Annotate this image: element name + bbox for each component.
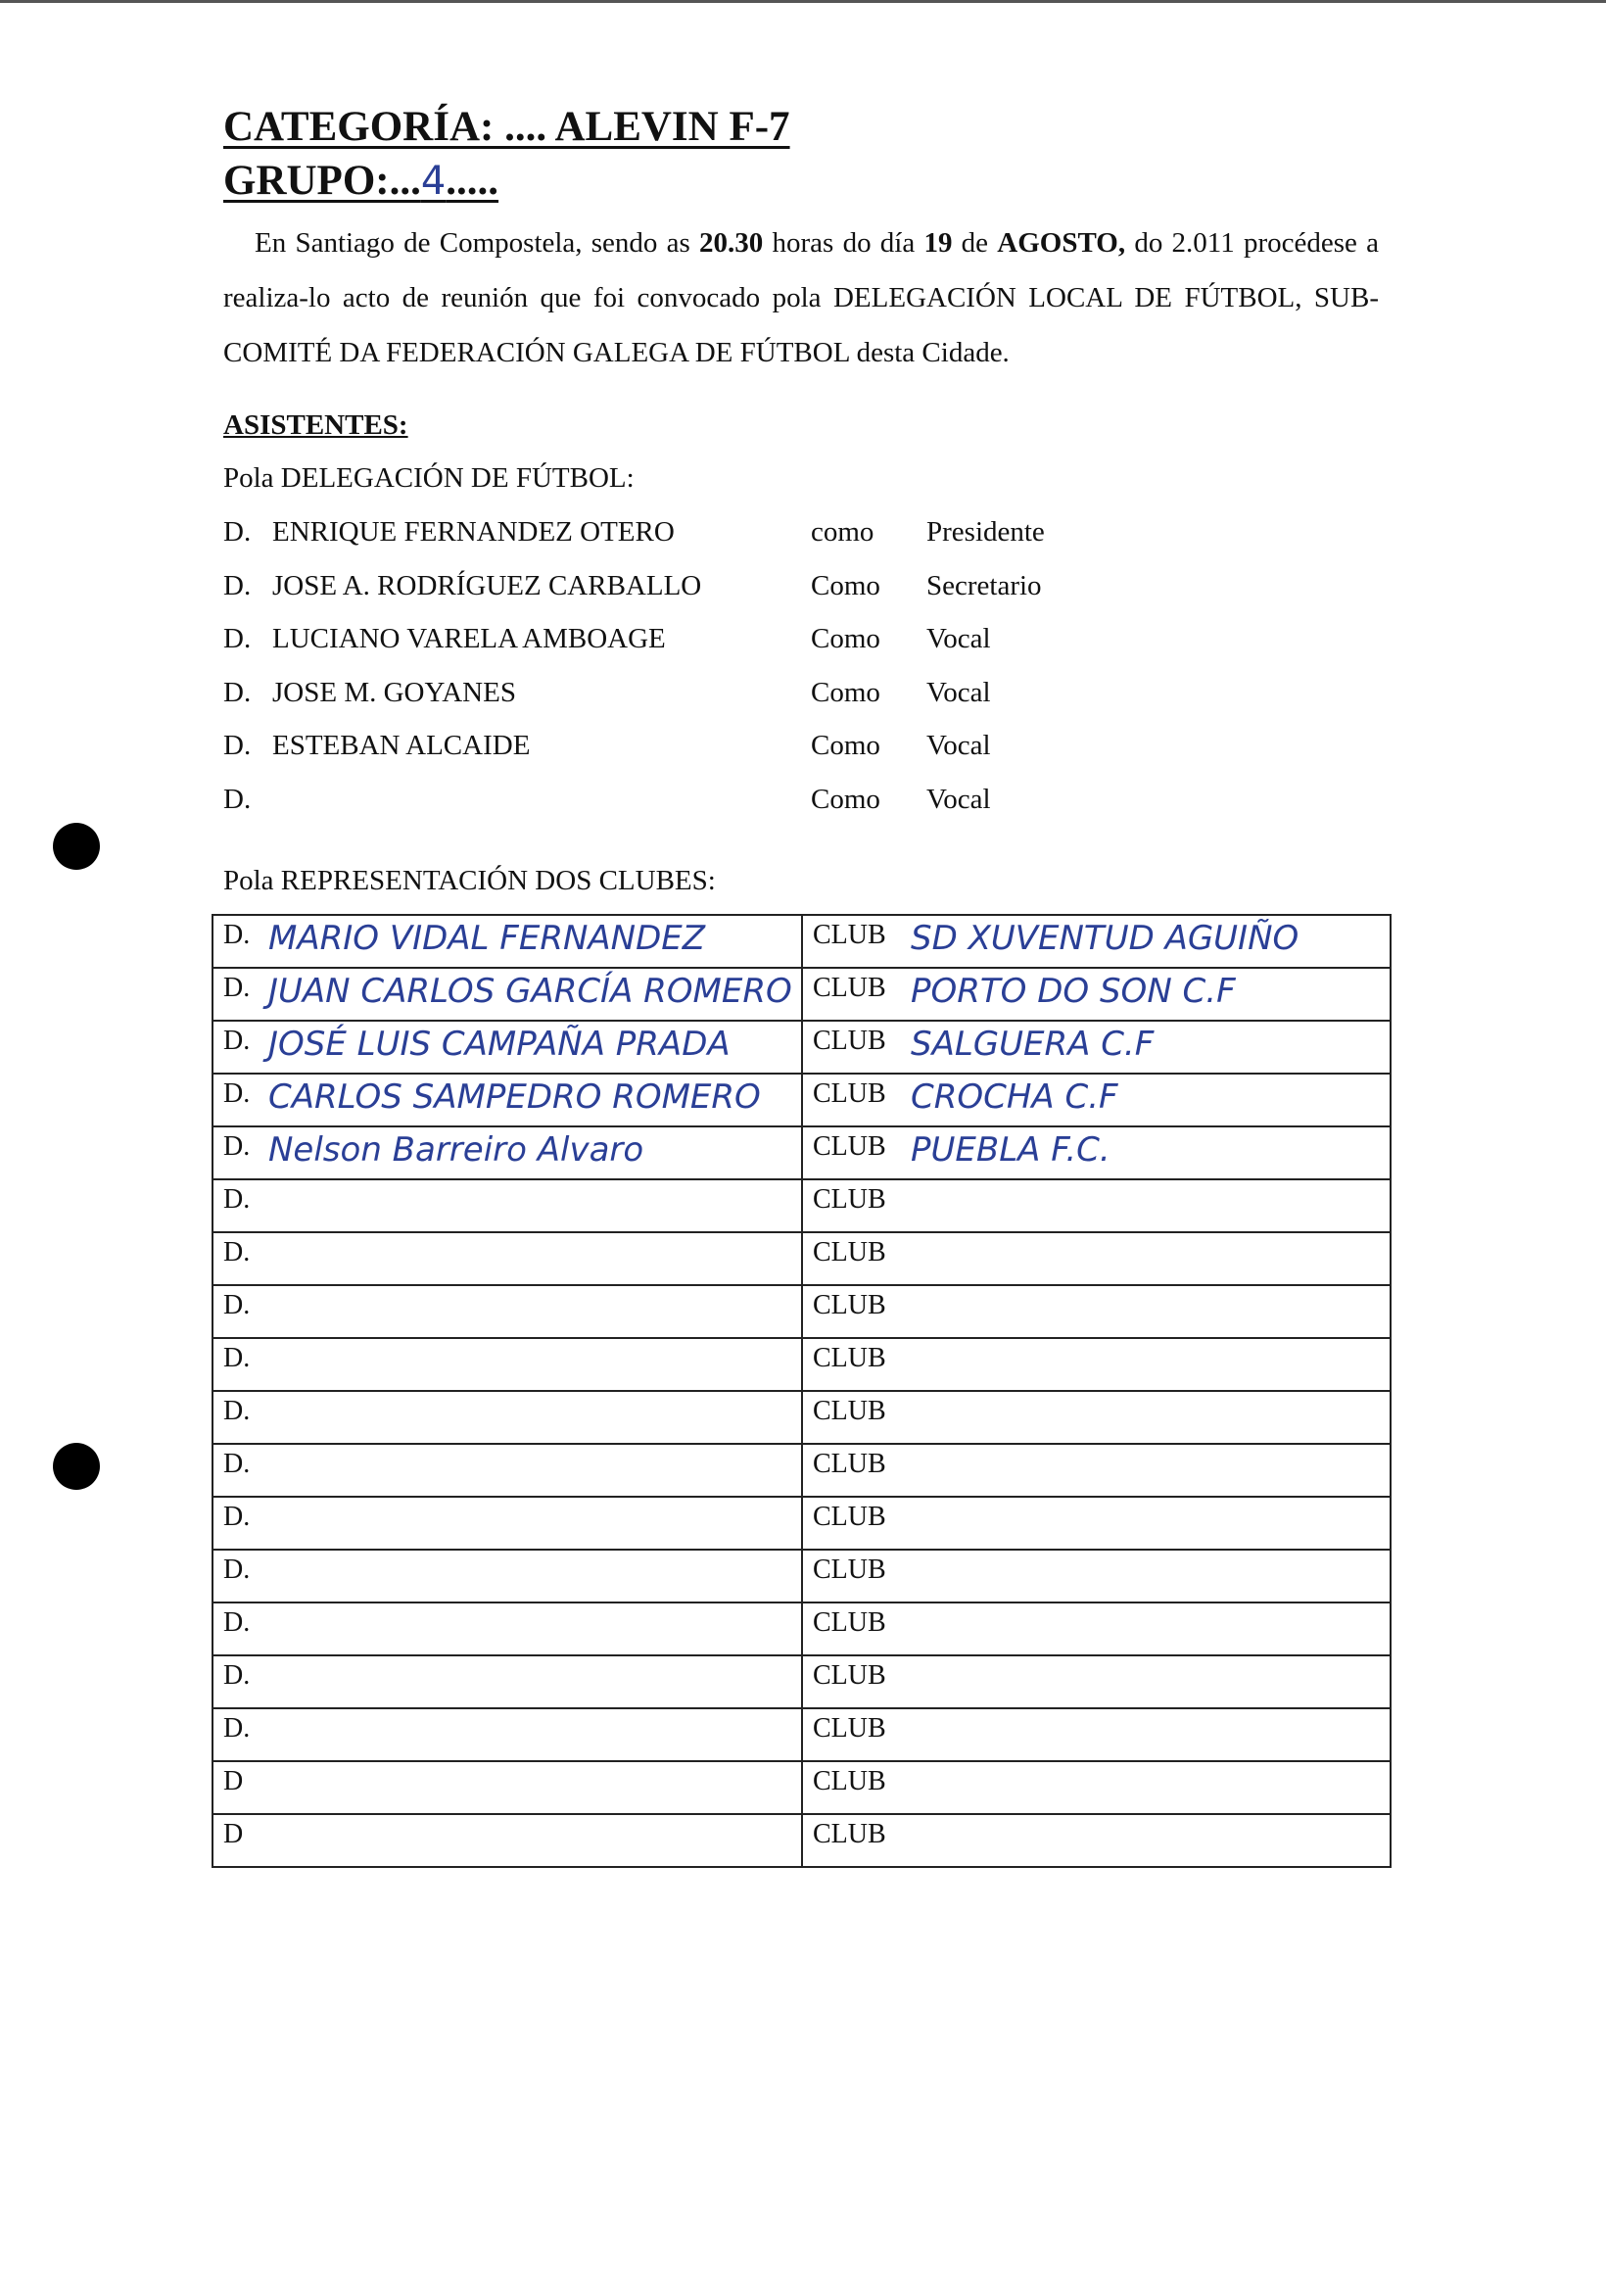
member-role: Presidente [926,516,1045,548]
representative-name-handwritten: JOSÉ LUIS CAMPAÑA PRADA [268,1025,731,1064]
club-label: CLUB [813,1343,886,1373]
club-name-handwritten: SALGUERA C.F [911,1025,1155,1064]
meeting-day: 19 [923,227,953,259]
member-como: Como [811,784,880,815]
representative-cell[interactable] [213,1074,802,1126]
club-name-handwritten: PORTO DO SON C.F [911,972,1236,1011]
member-como: como [811,516,874,548]
club-cell[interactable] [802,1179,1391,1232]
representative-prefix: D. [223,973,251,1003]
representative-cell[interactable] [213,1708,802,1761]
representative-prefix: D. [223,1555,251,1585]
club-cell[interactable] [802,915,1391,968]
member-como: Como [811,570,880,601]
member-role: Vocal [926,623,991,654]
grupo-suffix: ..... [446,158,499,204]
clubes-label: Pola REPRESENTACIÓN DOS CLUBES: [223,865,716,896]
club-label: CLUB [813,1502,886,1532]
delegation-member [223,677,1105,730]
club-cell[interactable] [802,1761,1391,1814]
representative-name-handwritten: CARLOS SAMPEDRO ROMERO [268,1077,761,1117]
representative-cell[interactable] [213,1126,802,1179]
club-label: CLUB [813,1819,886,1849]
club-row [213,1602,1391,1655]
representative-cell[interactable] [213,1444,802,1497]
club-name-handwritten: CROCHA C.F [911,1077,1118,1117]
club-name-handwritten: PUEBLA F.C. [911,1130,1110,1170]
club-row [213,1285,1391,1338]
club-name-handwritten: SD XUVENTUD AGUIÑO [911,919,1299,958]
member-como: Como [811,730,880,761]
representative-cell[interactable] [213,1602,802,1655]
club-row [213,1021,1391,1074]
grupo-title [223,160,498,202]
representative-cell[interactable] [213,968,802,1021]
club-label: CLUB [813,1449,886,1479]
club-cell[interactable] [802,1655,1391,1708]
representative-prefix: D. [223,1607,251,1638]
representative-prefix: D. [223,1343,251,1373]
club-label: CLUB [813,1078,886,1109]
grupo-number-handwritten: 4 [420,159,447,204]
representative-cell[interactable] [213,1814,802,1867]
representative-prefix: D. [223,1449,251,1479]
club-label: CLUB [813,1713,886,1744]
club-label: CLUB [813,1237,886,1268]
club-row [213,1761,1391,1814]
club-label: CLUB [813,1131,886,1162]
club-row [213,1179,1391,1232]
punch-hole-bottom [53,1443,100,1490]
intro-text-2: horas do día [763,227,924,259]
member-prefix: D. [223,623,252,654]
club-row [213,915,1391,968]
club-label: CLUB [813,1184,886,1215]
member-role: Vocal [926,677,991,708]
categoria-title: CATEGORÍA: .... ALEVIN F-7 [223,104,790,150]
representative-prefix: D. [223,1078,251,1109]
club-cell[interactable] [802,968,1391,1021]
member-role: Secretario [926,570,1042,601]
representative-prefix: D. [223,1396,251,1426]
member-prefix: D. [223,677,252,708]
club-label: CLUB [813,1555,886,1585]
club-cell[interactable] [802,1602,1391,1655]
club-label: CLUB [813,1607,886,1638]
asistentes-heading: ASISTENTES: [223,409,408,441]
club-cell[interactable] [802,1550,1391,1602]
club-label: CLUB [813,1290,886,1320]
club-label: CLUB [813,1026,886,1056]
member-prefix: D. [223,570,252,601]
club-label: CLUB [813,1660,886,1691]
member-name: ESTEBAN ALCAIDE [272,730,531,761]
member-name: ENRIQUE FERNANDEZ OTERO [272,516,675,548]
club-cell[interactable] [802,1126,1391,1179]
representative-cell[interactable] [213,1497,802,1550]
member-name: JOSE M. GOYANES [272,677,516,708]
delegation-member [223,623,1105,676]
representative-cell[interactable] [213,1179,802,1232]
club-cell[interactable] [802,1285,1391,1338]
member-prefix: D. [223,784,252,815]
clubs-table [212,914,1392,1868]
intro-text-1: En Santiago de Compostela, sendo as [255,227,700,259]
club-cell[interactable] [802,1497,1391,1550]
member-name: JOSE A. RODRÍGUEZ CARBALLO [272,570,702,601]
club-row [213,1391,1391,1444]
punch-hole-top [53,823,100,870]
meeting-time: 20.30 [699,227,764,259]
delegacion-label: Pola DELEGACIÓN DE FÚTBOL: [223,462,635,494]
club-row [213,1444,1391,1497]
member-como: Como [811,677,880,708]
club-label: CLUB [813,973,886,1003]
club-cell[interactable] [802,1391,1391,1444]
club-cell[interactable] [802,1074,1391,1126]
representative-name-handwritten: JUAN CARLOS GARCÍA ROMERO [268,972,792,1011]
representative-prefix: D. [223,1713,251,1744]
representative-name-handwritten: Nelson Barreiro Alvaro [268,1130,644,1170]
representative-prefix: D. [223,1131,251,1162]
club-cell[interactable] [802,1338,1391,1391]
intro-text-4: do 2.011 procédese a realiza-lo acto de reunión que foi convocado pola DELEGACIÓN LOCAL DE FÚTBOL, SUB-COMITÉ DA FEDERACIÓN GALEGA DE FÚTBOL desta Cidade. [223,227,1379,368]
intro-text-3: de [952,227,998,259]
delegation-member [223,730,1105,783]
club-row [213,1655,1391,1708]
club-row [213,1338,1391,1391]
member-prefix: D. [223,516,252,548]
delegation-member [223,784,1105,837]
representative-prefix: D [223,1766,244,1796]
representative-cell[interactable] [213,1021,802,1074]
member-prefix: D. [223,730,252,761]
club-row [213,1232,1391,1285]
representative-cell[interactable] [213,1655,802,1708]
grupo-prefix: GRUPO:... [223,158,421,204]
representative-cell[interactable] [213,1391,802,1444]
representative-cell[interactable] [213,915,802,968]
member-role: Vocal [926,730,991,761]
member-role: Vocal [926,784,991,815]
meeting-month: AGOSTO, [997,227,1126,259]
representative-prefix: D. [223,1184,251,1215]
club-label: CLUB [813,1766,886,1796]
representative-prefix: D [223,1819,244,1849]
club-label: CLUB [813,920,886,950]
member-como: Como [811,623,880,654]
club-label: CLUB [813,1396,886,1426]
member-name: LUCIANO VARELA AMBOAGE [272,623,666,654]
club-cell[interactable] [802,1708,1391,1761]
representative-cell[interactable] [213,1550,802,1602]
club-row [213,968,1391,1021]
representative-cell[interactable] [213,1285,802,1338]
representative-prefix: D. [223,1026,251,1056]
representative-name-handwritten: MARIO VIDAL FERNANDEZ [268,919,706,958]
representative-prefix: D. [223,920,251,950]
delegation-member [223,570,1105,623]
club-row [213,1550,1391,1602]
representative-prefix: D. [223,1660,251,1691]
club-row [213,1126,1391,1179]
representative-cell[interactable] [213,1232,802,1285]
club-row [213,1708,1391,1761]
club-row [213,1497,1391,1550]
delegation-member [223,516,1105,569]
representative-prefix: D. [223,1502,251,1532]
representative-cell[interactable] [213,1761,802,1814]
club-cell[interactable] [802,1444,1391,1497]
club-cell[interactable] [802,1021,1391,1074]
representative-cell[interactable] [213,1338,802,1391]
representative-prefix: D. [223,1237,251,1268]
intro-paragraph [223,215,1379,380]
club-row [213,1074,1391,1126]
representative-prefix: D. [223,1290,251,1320]
page-top-edge [0,0,1606,3]
club-row [213,1814,1391,1867]
club-cell[interactable] [802,1814,1391,1867]
club-cell[interactable] [802,1232,1391,1285]
